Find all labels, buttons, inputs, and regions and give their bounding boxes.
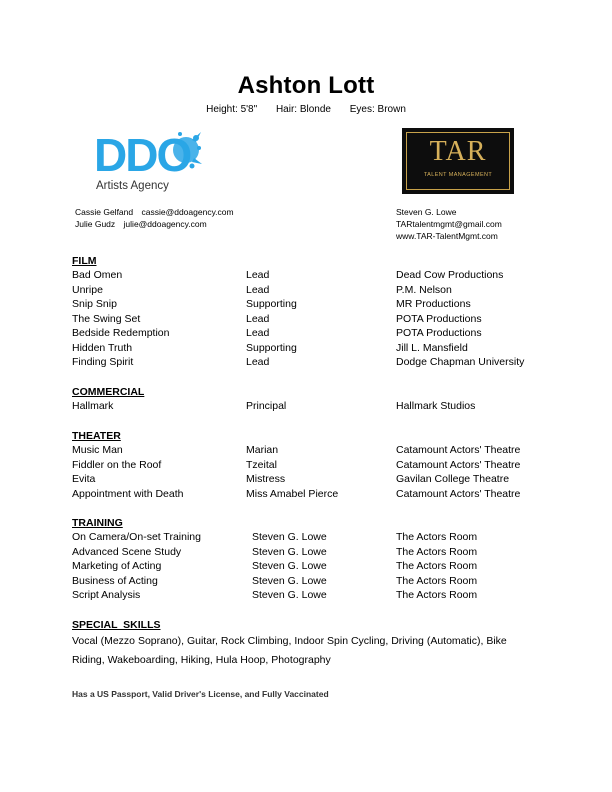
credit-role: Steven G. Lowe: [252, 574, 327, 587]
credit-company: POTA Productions: [396, 327, 482, 339]
credit-company: Gavilan College Theatre: [396, 473, 510, 485]
training-row: [72, 559, 552, 574]
credit-company: Dodge Chapman University: [396, 356, 525, 368]
credit-company: The Actors Room: [396, 545, 478, 558]
credit-role: Supporting: [246, 298, 297, 310]
credit-title: On Camera/On-set Training: [72, 531, 201, 543]
actor-name: Ashton Lott: [237, 72, 375, 99]
ddo-agency-logo: [92, 128, 204, 198]
footer-note: Has a US Passport, Valid Driver's License, and Fully Vaccinated: [72, 689, 329, 699]
skills-section: [72, 618, 552, 670]
credit-role: Lead: [246, 283, 270, 296]
commercial-section: [72, 385, 552, 414]
contact-name: Julie Gudz: [75, 219, 116, 229]
tar-talent-logo: [402, 128, 514, 194]
tar-logo-subtitle: TALENT MANAGEMENT: [423, 172, 493, 178]
credit-title: Bedside Redemption: [72, 327, 170, 339]
credit-company: The Actors Room: [396, 589, 478, 601]
skills-list: Vocal (Mezzo Soprano), Guitar, Rock Climbing, Indoor Spin Cycling, Driving (Automatic), Bike Riding, Wakeboarding, Hiking, Hula Hoop, Photography: [72, 635, 507, 666]
training-row: [72, 530, 552, 545]
credit-title: Finding Spirit: [72, 356, 134, 368]
training-row: [72, 545, 552, 560]
credit-company: P.M. Nelson: [396, 283, 452, 296]
physical-stats: [0, 104, 612, 115]
theater-row: [72, 458, 552, 473]
section-title: THEATER: [72, 430, 121, 442]
credit-title: Music Man: [72, 444, 123, 456]
ddo-logo-letters: DDO: [94, 129, 191, 181]
manager-name: Steven G. Lowe: [396, 207, 457, 217]
contact-email[interactable]: julie@ddoagency.com: [123, 219, 207, 229]
credit-role: Tzeital: [246, 458, 277, 471]
film-row: [72, 268, 552, 283]
credit-title: Appointment with Death: [72, 487, 184, 500]
training-row: [72, 588, 552, 603]
manager-email[interactable]: TARtalentmgmt@gmail.com: [396, 219, 502, 229]
credit-role: Steven G. Lowe: [252, 531, 327, 543]
training-section: [72, 516, 552, 603]
theater-row: [72, 487, 552, 502]
credit-title: The Swing Set: [72, 312, 141, 325]
credit-company: MR Productions: [396, 298, 471, 310]
credit-company: The Actors Room: [396, 574, 478, 587]
tar-logo-letters: TAR: [429, 136, 487, 167]
film-section: [72, 254, 552, 370]
credit-title: Snip Snip: [72, 298, 117, 310]
credit-role: Lead: [246, 312, 270, 325]
credit-role: Mistress: [246, 473, 286, 485]
credit-company: Catamount Actors' Theatre: [396, 487, 521, 500]
credit-role: Principal: [246, 400, 287, 412]
film-row: [72, 326, 552, 341]
credit-title: Advanced Scene Study: [72, 545, 182, 558]
film-row: [72, 341, 552, 356]
theater-row: [72, 443, 552, 458]
credit-company: The Actors Room: [396, 531, 478, 543]
credit-title: Evita: [72, 473, 96, 485]
credit-title: Hidden Truth: [72, 341, 133, 354]
credit-role: Marian: [246, 444, 279, 456]
credit-company: Catamount Actors' Theatre: [396, 458, 521, 471]
agency-contacts: [75, 206, 234, 230]
contact-line: [75, 218, 234, 230]
credit-role: Supporting: [246, 341, 297, 354]
contact-line: [75, 206, 234, 218]
credit-company: The Actors Room: [396, 560, 478, 572]
credit-role: Lead: [246, 327, 270, 339]
credit-title: Fiddler on the Roof: [72, 458, 162, 471]
contact-name: Cassie Gelfand: [75, 207, 134, 217]
management-contacts: [396, 206, 502, 242]
hair-stat: Hair: Blonde: [275, 104, 331, 115]
credit-title: Bad Omen: [72, 269, 123, 281]
film-row: [72, 283, 552, 298]
manager-website[interactable]: www.TAR-TalentMgmt.com: [396, 231, 498, 241]
credit-role: Steven G. Lowe: [252, 560, 327, 572]
credit-role: Steven G. Lowe: [252, 545, 327, 558]
commercial-row: [72, 399, 552, 414]
credit-title: Marketing of Acting: [72, 560, 162, 572]
credit-role: Lead: [246, 356, 270, 368]
ddo-logo-subtitle: Artists Agency: [96, 180, 169, 192]
theater-row: [72, 472, 552, 487]
film-row: [72, 297, 552, 312]
film-row: [72, 355, 552, 370]
contact-email[interactable]: cassie@ddoagency.com: [141, 207, 234, 217]
film-row: [72, 312, 552, 327]
credit-role: Lead: [246, 269, 270, 281]
section-title: FILM: [72, 255, 97, 267]
credit-company: POTA Productions: [396, 312, 482, 325]
credit-role: Miss Amabel Pierce: [246, 487, 339, 500]
credit-company: Dead Cow Productions: [396, 269, 504, 281]
section-title: SPECIAL SKILLS: [72, 619, 161, 631]
training-row: [72, 574, 552, 589]
credit-company: Catamount Actors' Theatre: [396, 444, 521, 456]
credit-title: Hallmark: [72, 400, 114, 412]
height-stat: Height: 5'8": [206, 104, 258, 115]
eyes-stat: Eyes: Brown: [349, 104, 406, 115]
section-title: COMMERCIAL: [72, 386, 145, 398]
credit-company: Jill L. Mansfield: [396, 341, 468, 354]
credit-title: Business of Acting: [72, 574, 158, 587]
credit-title: Script Analysis: [72, 589, 141, 601]
theater-section: [72, 429, 552, 501]
credit-company: Hallmark Studios: [396, 400, 476, 412]
section-title: TRAINING: [72, 517, 123, 529]
credit-role: Steven G. Lowe: [252, 589, 327, 601]
credit-title: Unripe: [72, 283, 103, 296]
